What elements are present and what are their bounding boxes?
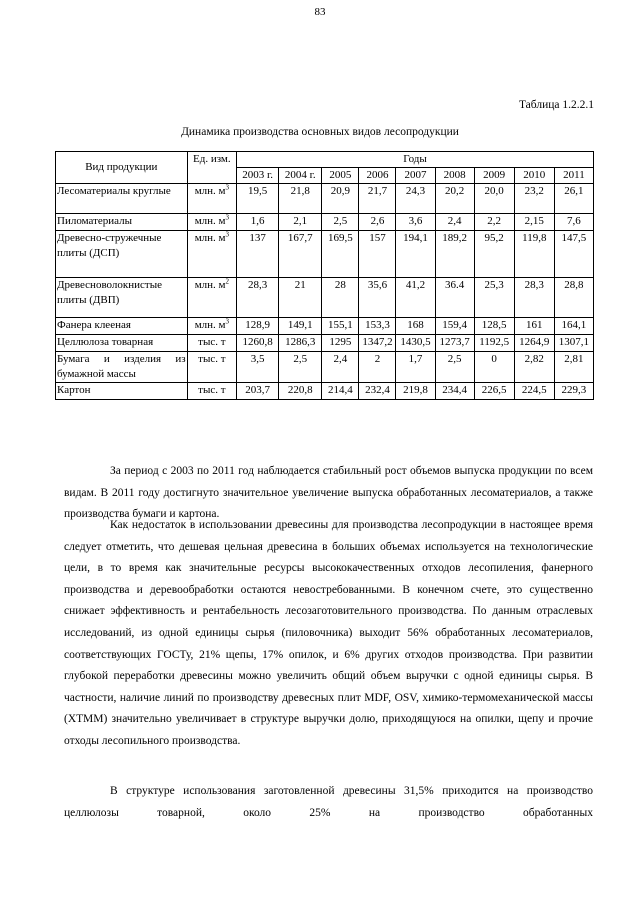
unit-text: млн. м <box>194 185 226 197</box>
value-cell: 128,9 <box>237 318 279 335</box>
value-cell: 153,3 <box>359 318 396 335</box>
value-cell: 26,1 <box>554 184 593 214</box>
table-label: Таблица 1.2.2.1 <box>518 99 594 111</box>
value-cell: 159,4 <box>435 318 474 335</box>
header-year: 2010 <box>514 168 554 184</box>
product-name-cell: Пиломатериалы <box>56 214 188 231</box>
value-cell: 28 <box>322 278 359 318</box>
header-year: 2005 <box>322 168 359 184</box>
product-name-cell: Картон <box>56 383 188 400</box>
product-name-cell: Древесноволокнистые плиты (ДВП) <box>56 278 188 318</box>
product-name-cell: Целлюлоза товарная <box>56 335 188 352</box>
value-cell: 1260,8 <box>237 335 279 352</box>
value-cell: 226,5 <box>474 383 514 400</box>
header-year: 2011 <box>554 168 593 184</box>
header-year: 2008 <box>435 168 474 184</box>
unit-cell <box>187 352 236 383</box>
value-cell: 1,6 <box>237 214 279 231</box>
table-row <box>56 214 594 231</box>
value-cell: 1,7 <box>396 352 435 383</box>
header-year: 2003 г. <box>237 168 279 184</box>
value-cell: 2,4 <box>322 352 359 383</box>
value-cell: 169,5 <box>322 231 359 278</box>
page-number: 83 <box>314 6 326 18</box>
value-cell: 214,4 <box>322 383 359 400</box>
unit-text: тыс. т <box>198 384 226 396</box>
value-cell: 28,8 <box>554 278 593 318</box>
value-cell: 36.4 <box>435 278 474 318</box>
value-cell: 128,5 <box>474 318 514 335</box>
table-row <box>56 184 594 214</box>
value-cell: 28,3 <box>237 278 279 318</box>
unit-text: млн. м <box>194 232 226 244</box>
value-cell: 220,8 <box>279 383 322 400</box>
value-cell: 1295 <box>322 335 359 352</box>
value-cell: 35,6 <box>359 278 396 318</box>
value-cell: 219,8 <box>396 383 435 400</box>
table-row <box>56 231 594 278</box>
table-title: Динамика производства основных видов лесопродукции <box>181 126 459 138</box>
value-cell: 2 <box>359 352 396 383</box>
unit-exponent: 3 <box>225 230 229 239</box>
value-cell: 25,3 <box>474 278 514 318</box>
value-cell: 21 <box>279 278 322 318</box>
table-row <box>56 318 594 335</box>
value-cell: 234,4 <box>435 383 474 400</box>
value-cell: 149,1 <box>279 318 322 335</box>
paragraph-structure: В структуре использования заготовленной древесины 31,5% приходится на производство целлюлозы товарной, около 25% на производство обработанных <box>64 785 593 819</box>
header-year: 2007 <box>396 168 435 184</box>
value-cell: 189,2 <box>435 231 474 278</box>
paragraph-growth: За период с 2003 по 2011 год наблюдается стабильный рост объемов выпуска продукции по всем видам. В 2011 году достигнуто значительное увеличение выпуска обработанных лесоматериалов, а также производства бумаги и картона. <box>64 465 593 521</box>
value-cell: 95,2 <box>474 231 514 278</box>
value-cell: 194,1 <box>396 231 435 278</box>
value-cell: 24,3 <box>396 184 435 214</box>
header-year: 2009 <box>474 168 514 184</box>
value-cell: 2,1 <box>279 214 322 231</box>
value-cell: 1430,5 <box>396 335 435 352</box>
value-cell: 137 <box>237 231 279 278</box>
value-cell: 232,4 <box>359 383 396 400</box>
value-cell: 1286,3 <box>279 335 322 352</box>
value-cell: 20,9 <box>322 184 359 214</box>
unit-cell <box>187 383 236 400</box>
value-cell: 7,6 <box>554 214 593 231</box>
product-name-cell: Фанера клееная <box>56 318 188 335</box>
value-cell: 0 <box>474 352 514 383</box>
value-cell: 157 <box>359 231 396 278</box>
unit-exponent: 3 <box>225 183 229 192</box>
unit-text: млн. м <box>194 279 226 291</box>
value-cell: 2,5 <box>435 352 474 383</box>
production-table <box>55 151 594 400</box>
unit-cell <box>187 335 236 352</box>
value-cell: 21,8 <box>279 184 322 214</box>
header-product: Вид продукции <box>56 152 188 184</box>
paragraph-drawback: Как недостаток в использовании древесины для производства лесопродукции в настоящее время следует отметить, что дешевая цельная древесина в больших объемах используется на технологические цели, в то время как значительные ресурсы высококачественных отходов лесопиления, фанерного производства и деревообработки остаются невостребованными. В конечном счете, это существенно снижает эффективность и рентабельность лесозаготовительного производства. По данным отраслевых исследований, из одной единицы сырья (пиловочника) выходит 56% обработанных лесоматериалов, соответствующих ГОСТу, 21% щепы, 17% опилок, и 6% других отходов производства. При развитии глубокой переработки древесины можно увеличить общий объем выручки с одной единицы сырья. В частности, наличие линий по производству древесных плит MDF, OSV, химико-термомеханической массы (ХТММ) значительно увеличивает в структуре выручки долю, приходящуюся на опилки, щепу и прочие отходы лесопильного производства. <box>64 519 593 747</box>
unit-cell <box>187 214 236 231</box>
value-cell: 167,7 <box>279 231 322 278</box>
table-row <box>56 335 594 352</box>
table-row <box>56 352 594 383</box>
table-header-row <box>56 152 594 168</box>
table-row <box>56 383 594 400</box>
unit-cell <box>187 278 236 318</box>
value-cell: 2,81 <box>554 352 593 383</box>
value-cell: 2,15 <box>514 214 554 231</box>
value-cell: 1273,7 <box>435 335 474 352</box>
header-unit: Ед. изм. <box>187 152 236 184</box>
unit-exponent: 3 <box>225 317 229 326</box>
value-cell: 1264,9 <box>514 335 554 352</box>
value-cell: 2,4 <box>435 214 474 231</box>
value-cell: 2,2 <box>474 214 514 231</box>
unit-cell <box>187 231 236 278</box>
product-name-cell: Лесоматериалы круглые <box>56 184 188 214</box>
value-cell: 21,7 <box>359 184 396 214</box>
value-cell: 155,1 <box>322 318 359 335</box>
value-cell: 20,2 <box>435 184 474 214</box>
product-name-cell: Бумага и изделия из бумажной массы <box>56 352 188 383</box>
value-cell: 19,5 <box>237 184 279 214</box>
value-cell: 41,2 <box>396 278 435 318</box>
value-cell: 2,5 <box>322 214 359 231</box>
unit-cell <box>187 184 236 214</box>
value-cell: 23,2 <box>514 184 554 214</box>
value-cell: 1347,2 <box>359 335 396 352</box>
table-row <box>56 278 594 318</box>
unit-cell <box>187 318 236 335</box>
value-cell: 1307,1 <box>554 335 593 352</box>
unit-text: млн. м <box>194 319 226 331</box>
unit-text: млн. м <box>194 215 226 227</box>
value-cell: 164,1 <box>554 318 593 335</box>
header-years: Годы <box>237 152 594 168</box>
header-year: 2006 <box>359 168 396 184</box>
value-cell: 224,5 <box>514 383 554 400</box>
product-name-cell: Древесно-стружечные плиты (ДСП) <box>56 231 188 278</box>
value-cell: 229,3 <box>554 383 593 400</box>
value-cell: 1192,5 <box>474 335 514 352</box>
value-cell: 3,6 <box>396 214 435 231</box>
unit-exponent: 3 <box>225 213 229 222</box>
value-cell: 147,5 <box>554 231 593 278</box>
value-cell: 28,3 <box>514 278 554 318</box>
value-cell: 168 <box>396 318 435 335</box>
unit-text: тыс. т <box>198 353 226 365</box>
value-cell: 119,8 <box>514 231 554 278</box>
value-cell: 2,6 <box>359 214 396 231</box>
value-cell: 203,7 <box>237 383 279 400</box>
unit-exponent: 2 <box>225 277 229 286</box>
value-cell: 3,5 <box>237 352 279 383</box>
unit-text: тыс. т <box>198 336 226 348</box>
value-cell: 2,5 <box>279 352 322 383</box>
header-year: 2004 г. <box>279 168 322 184</box>
value-cell: 2,82 <box>514 352 554 383</box>
value-cell: 20,0 <box>474 184 514 214</box>
value-cell: 161 <box>514 318 554 335</box>
